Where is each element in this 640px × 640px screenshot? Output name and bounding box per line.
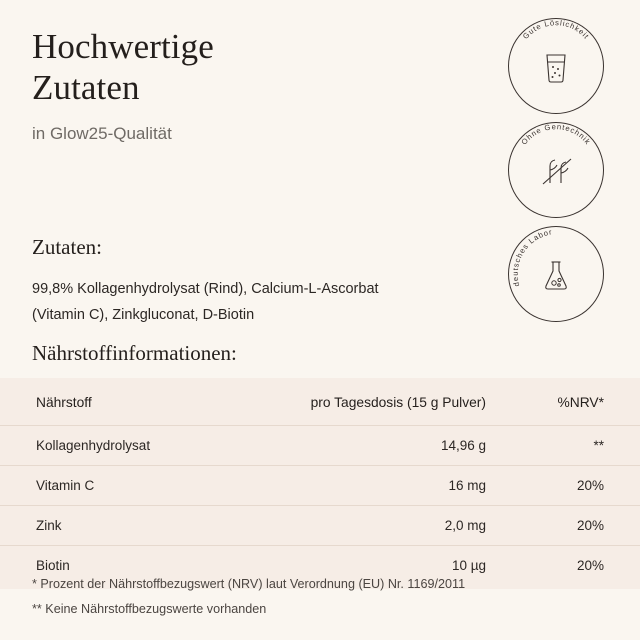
nutrition-table <box>0 378 640 585</box>
cell-nrv: 20% <box>494 506 640 546</box>
table-header-row <box>0 378 640 426</box>
page-subtitle: in Glow25-Qualität <box>32 124 172 143</box>
badge-gute-loeslichkeit <box>508 18 604 114</box>
svg-text:Ohne Gentechnik <box>519 122 592 146</box>
table-body <box>0 426 640 586</box>
cell-amount: 10 µg <box>286 546 494 586</box>
ingredients-section <box>32 234 392 328</box>
ingredients-text: 99,8% Kollagenhydrolysat (Rind), Calcium-L-Ascorbat (Vitamin C), Zinkgluconat, D-Biotin <box>32 281 379 323</box>
cell-nutrient: Zink <box>0 506 286 546</box>
badge-label: Gute Löslichkeit <box>520 18 592 41</box>
svg-text:Gute Löslichkeit <box>521 18 591 41</box>
cell-nutrient: Biotin <box>0 546 286 586</box>
table-head <box>0 378 640 426</box>
column-header-nrv: %NRV* <box>557 395 604 410</box>
badge-label: Durch deutsches Labor geprüft <box>504 219 556 288</box>
cell-amount: 14,96 g <box>286 426 494 466</box>
table-row <box>0 466 640 506</box>
nutrition-table-wrapper <box>0 378 640 589</box>
cell-amount: 16 mg <box>286 466 494 506</box>
column-header-nutrient: Nährstoff <box>36 395 92 410</box>
cell-nrv: 20% <box>494 546 640 586</box>
cell-nrv: ** <box>494 426 640 466</box>
page-header <box>32 26 462 146</box>
quality-badges <box>504 18 618 330</box>
badge-deutsches-labor <box>504 219 604 322</box>
page-title-line-2: Zutaten <box>32 68 140 107</box>
ingredients-heading: Zutaten: <box>32 235 102 259</box>
cell-nutrient: Vitamin C <box>0 466 286 506</box>
cell-nutrient: Kollagenhydrolysat <box>0 426 286 466</box>
column-header-amount: pro Tagesdosis (15 g Pulver) <box>310 395 486 410</box>
badge-label: Ohne Gentechnik <box>519 122 593 147</box>
page-title <box>32 26 462 108</box>
cell-amount: 2,0 mg <box>286 506 494 546</box>
nutrition-heading: Nährstoffinformationen: <box>32 341 237 365</box>
page-title-line-1: Hochwertige <box>32 27 214 66</box>
table-row <box>0 426 640 466</box>
cell-nrv: 20% <box>494 466 640 506</box>
laboratory-flask-icon <box>508 252 604 298</box>
glass-of-water-icon <box>508 44 604 90</box>
footnotes <box>32 572 592 622</box>
footnote-nrv: * Prozent der Nährstoffbezugswert (NRV) laut Verordnung (EU) Nr. 1169/2011 <box>32 577 466 591</box>
no-gmo-icon <box>508 148 604 194</box>
table-row <box>0 506 640 546</box>
badge-ohne-gentechnik <box>508 122 604 218</box>
footnote-no-nrv: ** Keine Nährstoffbezugswerte vorhanden <box>32 602 267 616</box>
